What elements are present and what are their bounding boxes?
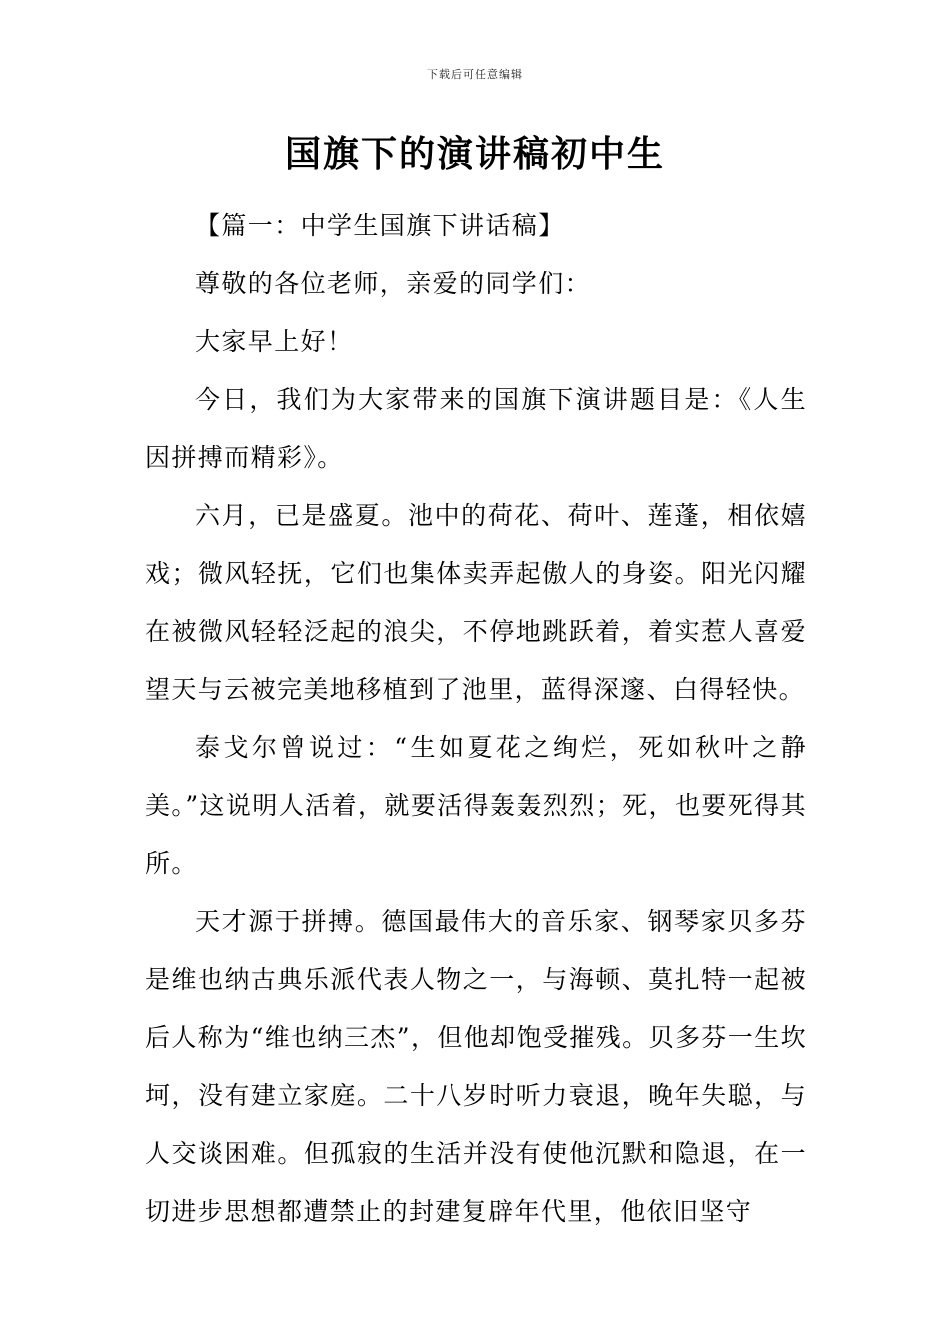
- header-note: 下载后可任意编辑: [427, 68, 523, 81]
- salutation-paragraph: 尊敬的各位老师，亲爱的同学们：: [195, 269, 592, 298]
- tagore-quote-paragraph: 泰戈尔曾说过：“生如夏花之绚烂，死如秋叶之静美。”这说明人活着，就要活得轰轰烈烈；死，也要死得其所。: [145, 733, 807, 878]
- greeting-paragraph: 大家早上好！: [195, 327, 354, 356]
- summer-paragraph: 六月，已是盛夏。池中的荷花、荷叶、莲蓬，相依嬉戏；微风轻抚，它们也集体卖弄起傲人的身姿。阳光闪耀在被微风轻轻泛起的浪尖，不停地跳跃着，着实惹人喜爱望天与云被完美地移植到了池里，蓝得深邃、白得轻快。: [145, 501, 807, 704]
- document-body: [145, 197, 807, 1241]
- topic-paragraph: 今日，我们为大家带来的国旗下演讲题目是：《人生因拼搏而精彩》。: [145, 385, 807, 472]
- document-title: 国旗下的演讲稿初中生: [284, 134, 665, 175]
- section-heading: 【篇一：中学生国旗下讲话稿】: [195, 211, 565, 240]
- beethoven-paragraph: 天才源于拼搏。德国最伟大的音乐家、钢琴家贝多芬是维也纳古典乐派代表人物之一，与海顿、莫扎特一起被后人称为“维也纳三杰”，但他却饱受摧残。贝多芬一生坎坷，没有建立家庭。二十八岁时听力衰退，晚年失聪，与人交谈困难。但孤寂的生活并没有使他沉默和隐退，在一切进步思想都遭禁止的封建复辟年代里，他依旧坚守: [145, 907, 807, 1226]
